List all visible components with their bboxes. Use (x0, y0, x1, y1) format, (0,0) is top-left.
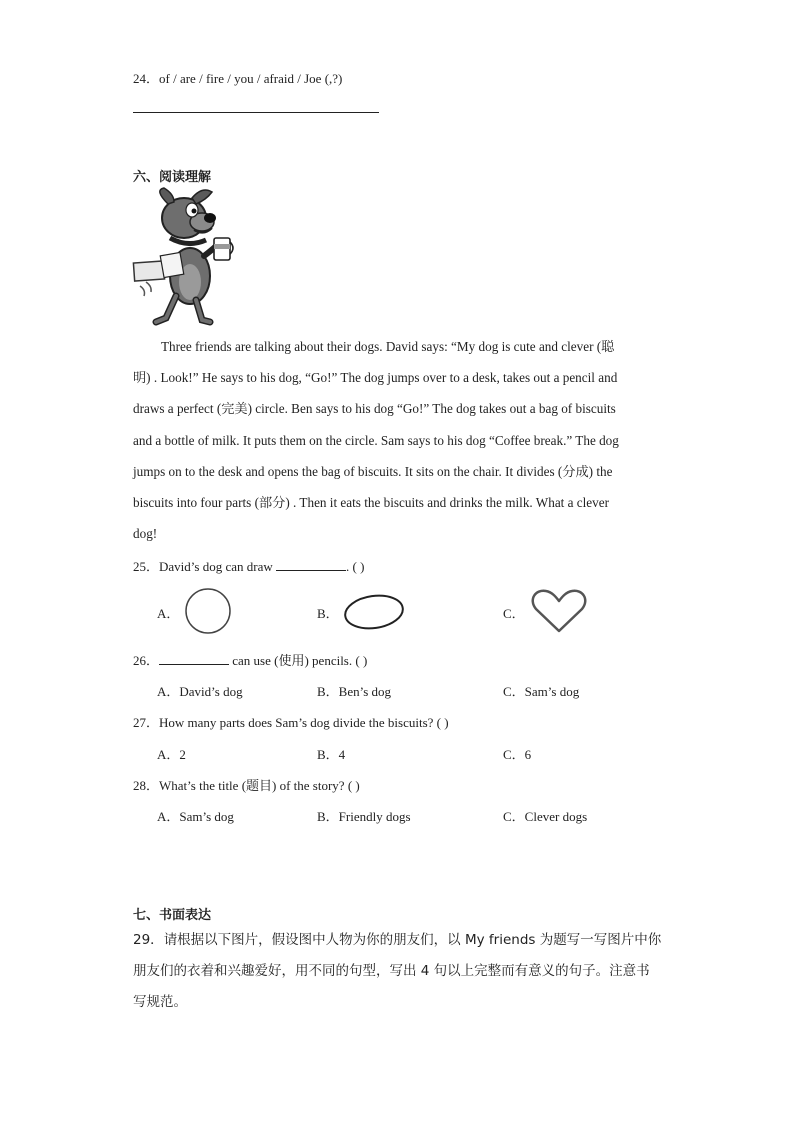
question-stem: can use (使用) pencils. ( ) (229, 653, 368, 668)
option-label: B． (317, 606, 339, 621)
answer-line[interactable] (133, 112, 379, 113)
heart-shape-icon (530, 587, 588, 635)
passage-line: biscuits into four parts (部分) . Then it eats the biscuits and drinks the milk. What a clever (133, 495, 609, 511)
option-label: C． (503, 606, 525, 621)
answer-blank[interactable] (276, 559, 346, 571)
section-title-reading: 六、阅读理解 (133, 170, 212, 185)
option-c[interactable] (503, 603, 525, 622)
question-24 (133, 68, 342, 87)
circle-shape-icon (182, 586, 234, 636)
question-26 (133, 650, 367, 669)
passage-line: draws a perfect (完美) circle. Ben says to his dog “Go!” The dog takes out a bag of biscuits (133, 401, 616, 417)
option-b[interactable] (317, 744, 345, 763)
question-number: 28． (133, 778, 160, 793)
option-label: A． (157, 606, 180, 621)
passage-line: 明) . Look!” He says to his dog, “Go!” The dog jumps over to a desk, takes out a pencil and (133, 370, 618, 386)
passage-line: and a bottle of milk. It puts them on the circle. Sam says to his dog “Coffee break.” The dog (133, 432, 619, 448)
question-stem: What’s the title (题目) of the story? ( ) (159, 778, 360, 793)
question-29-line (133, 925, 663, 956)
option-label: C． (503, 747, 525, 762)
option-b[interactable] (317, 603, 339, 622)
option-b[interactable] (317, 681, 391, 700)
question-number: 26． (133, 653, 160, 668)
option-c[interactable] (503, 744, 531, 763)
option-label: A． (157, 684, 180, 699)
option-text: David’s dog (179, 684, 243, 699)
option-label: C． (503, 684, 525, 699)
option-text: Sam’s dog (524, 684, 580, 699)
dog-with-cup-icon (132, 186, 240, 326)
question-number: 24． (133, 71, 160, 86)
option-text: Clever dogs (524, 809, 588, 824)
answer-blank[interactable] (159, 653, 229, 665)
option-a[interactable] (157, 603, 179, 622)
option-a[interactable] (157, 681, 243, 700)
question-text: 请根据以下图片，假设图中人物为你的朋友们，以 My friends 为题写一写图片中你 (163, 932, 662, 948)
question-stem: How many parts does Sam’s dog divide the biscuits? ( ) (159, 715, 449, 730)
question-number: 25． (133, 559, 160, 574)
option-b[interactable] (317, 806, 411, 825)
question-number: 29． (133, 932, 164, 948)
question-stem-end: . ( ) (345, 559, 365, 574)
question-27 (133, 712, 449, 731)
oval-shape-icon (342, 590, 406, 634)
option-text: 2 (179, 747, 186, 762)
question-number: 27． (133, 715, 160, 730)
question-25 (133, 556, 364, 575)
question-29-line: 写规范。 (133, 994, 187, 1010)
question-28 (133, 775, 360, 794)
question-text: of / are / fire / you / afraid / Joe (,?) (159, 71, 343, 86)
question-29-line: 朋友们的衣着和兴趣爱好，用不同的句型，写出 4 句以上完整而有意义的句子。注意书 (133, 963, 650, 979)
option-c[interactable] (503, 806, 587, 825)
passage-line: jumps on to the desk and opens the bag of biscuits. It sits on the chair. It divides (分成) the (133, 463, 613, 479)
option-c[interactable] (503, 681, 579, 700)
option-text: Friendly dogs (338, 809, 411, 824)
question-stem: David’s dog can draw (159, 559, 276, 574)
option-label: B． (317, 809, 339, 824)
option-label: A． (157, 747, 180, 762)
option-text: Ben’s dog (338, 684, 392, 699)
question-29 (133, 925, 663, 1018)
option-text: Sam’s dog (179, 809, 234, 824)
passage-line: dog! (133, 526, 158, 542)
option-text: 6 (524, 747, 532, 762)
option-a[interactable] (157, 744, 186, 763)
option-label: B． (317, 684, 339, 699)
option-a[interactable] (157, 806, 234, 825)
passage-line: Three friends are talking about their dogs. David says: “My dog is cute and clever (聪 (161, 339, 615, 354)
option-label: A． (157, 809, 180, 824)
section-title-writing: 七、书面表达 (133, 908, 212, 923)
option-label: C． (503, 809, 525, 824)
reading-passage (133, 331, 661, 549)
option-label: B． (317, 747, 339, 762)
option-text: 4 (338, 747, 346, 762)
